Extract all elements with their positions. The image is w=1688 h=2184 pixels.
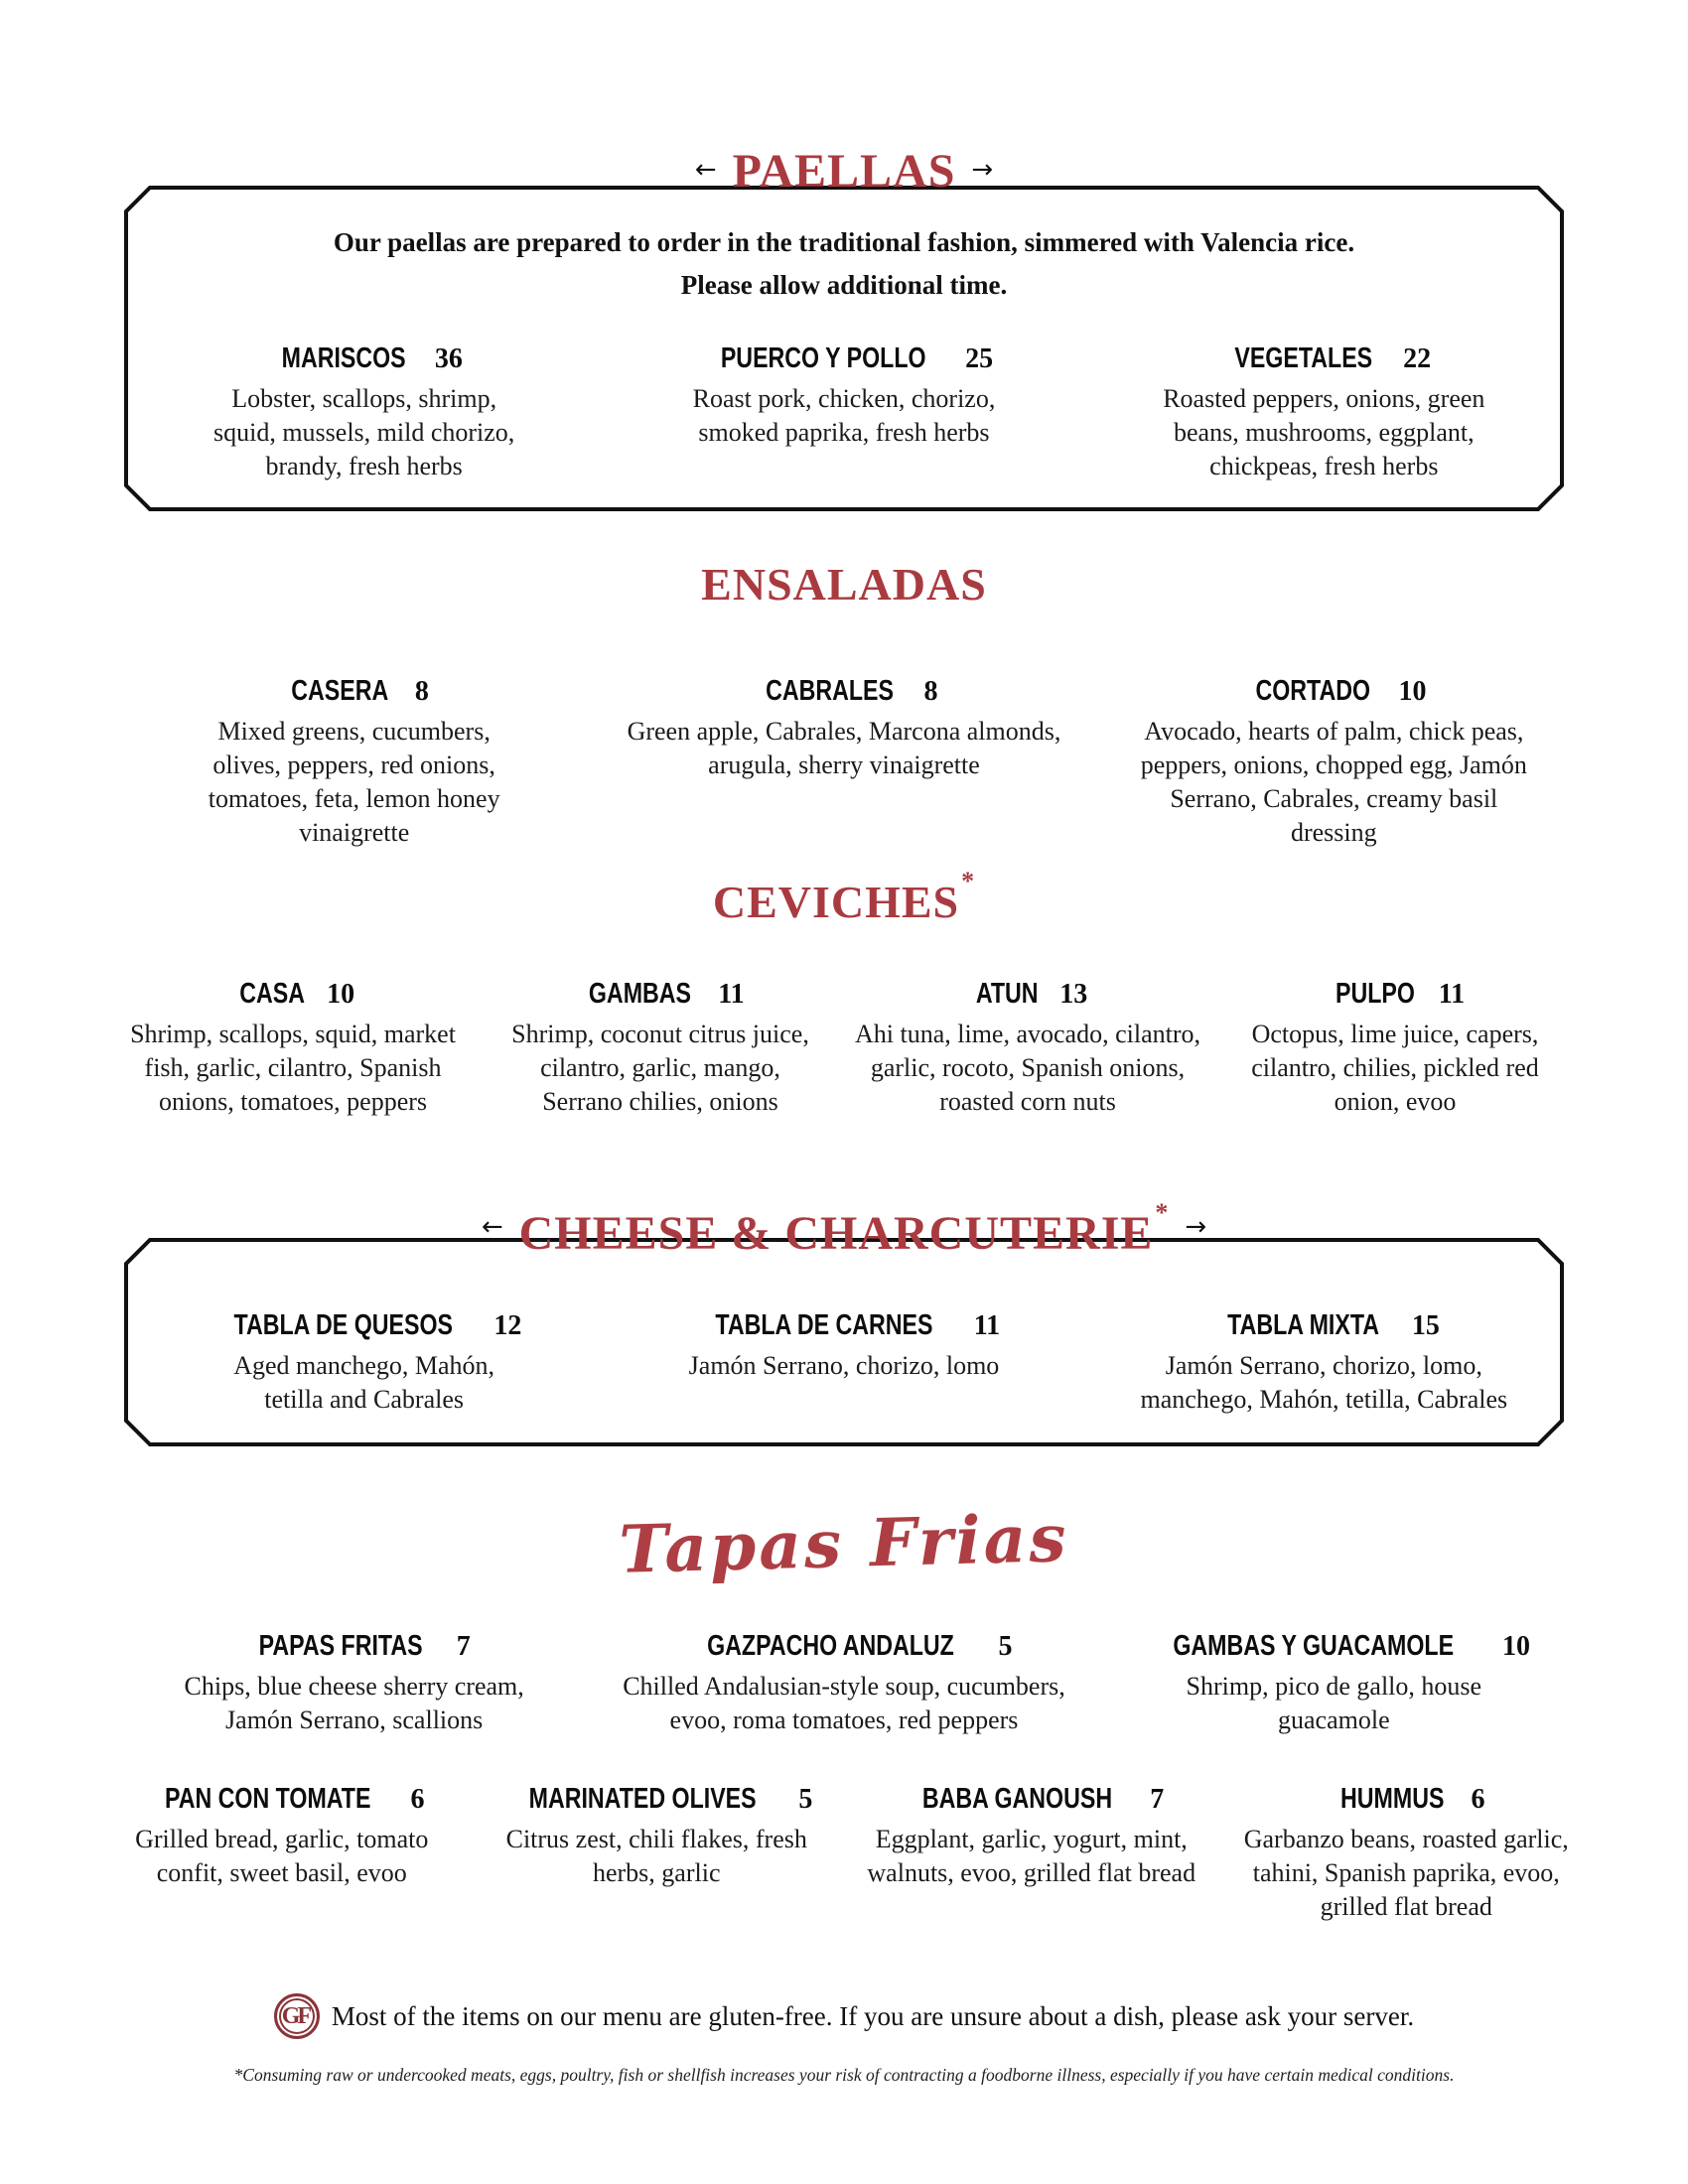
menu-item-pulpo bbox=[1211, 978, 1579, 1119]
menu-item-gambas-y-guacamole bbox=[1089, 1630, 1579, 1737]
arrow-left-icon: ← bbox=[481, 1212, 503, 1242]
arrow-left-icon: ← bbox=[694, 155, 717, 185]
item-name: ATUN bbox=[975, 978, 1039, 1010]
section-title-cheese: CHEESE & CHARCUTERIE* bbox=[518, 1198, 1170, 1260]
menu-item-casera bbox=[109, 675, 599, 850]
cheese-items bbox=[124, 1309, 1564, 1417]
item-price: 11 bbox=[1438, 979, 1466, 1010]
menu-item-tabla-mixta bbox=[1084, 1309, 1564, 1417]
menu-item-puerco-y-pollo bbox=[604, 342, 1083, 483]
item-price: 25 bbox=[965, 343, 994, 374]
item-price: 6 bbox=[410, 1784, 425, 1815]
item-description: Jamón Serrano, chorizo, lomo bbox=[688, 1351, 1000, 1380]
item-name: BABA GANOUSH bbox=[922, 1783, 1113, 1815]
item-description: Green apple, Cabrales, Marcona almonds, arugula, sherry vinaigrette bbox=[627, 717, 1061, 779]
item-description: Shrimp, pico de gallo, house guacamole bbox=[1186, 1672, 1482, 1734]
arrow-right-icon: → bbox=[971, 155, 994, 185]
cheese-asterisk: * bbox=[1155, 1198, 1170, 1227]
item-description: Roast pork, chicken, chorizo, smoked paprika, fresh herbs bbox=[692, 384, 996, 447]
item-name: TABLA DE QUESOS bbox=[233, 1309, 453, 1341]
menu-item-marinated-olives bbox=[470, 1783, 845, 1924]
item-price: 5 bbox=[798, 1784, 813, 1815]
item-description: Roasted peppers, onions, green beans, mushrooms, eggplant, chickpeas, fresh herbs bbox=[1163, 384, 1485, 480]
item-description: Citrus zest, chili flakes, fresh herbs, garlic bbox=[505, 1825, 807, 1887]
item-price: 10 bbox=[1398, 676, 1427, 707]
item-name: GAMBAS bbox=[589, 978, 692, 1010]
menu-item-hummus bbox=[1219, 1783, 1595, 1924]
item-price: 22 bbox=[1403, 343, 1432, 374]
item-price: 10 bbox=[327, 979, 355, 1010]
paellas-intro bbox=[124, 221, 1564, 307]
item-description: Lobster, scallops, shrimp, squid, mussels, mild chorizo, brandy, fresh herbs bbox=[212, 384, 515, 480]
tapas-frias-row1 bbox=[109, 1630, 1579, 1737]
ensaladas-heading bbox=[0, 559, 1688, 610]
item-description: Garbanzo beans, roasted garlic, tahini, Spanish paprika, evoo, grilled flat bread bbox=[1243, 1825, 1569, 1921]
tapas-frias-row2 bbox=[94, 1783, 1594, 1924]
item-name: TABLA DE CARNES bbox=[715, 1309, 933, 1341]
menu-item-tabla-de-quesos bbox=[124, 1309, 604, 1417]
item-name: PUERCO Y POLLO bbox=[720, 342, 926, 374]
menu-item-gazpacho-andaluz bbox=[599, 1630, 1088, 1737]
raw-food-disclaimer: *Consuming raw or undercooked meats, eggs, poultry, fish or shellfish increases your risk of contracting a foodborne illness, especially if you have certain medical conditions. bbox=[233, 2065, 1455, 2085]
menu-item-mariscos bbox=[124, 342, 604, 483]
arrow-right-icon: → bbox=[1185, 1212, 1207, 1242]
item-description: Ahi tuna, lime, avocado, cilantro, garlic, rocoto, Spanish onions, roasted corn nuts bbox=[854, 1020, 1200, 1116]
item-price: 36 bbox=[434, 343, 463, 374]
item-price: 6 bbox=[1471, 1784, 1485, 1815]
item-name: MARISCOS bbox=[281, 342, 406, 374]
item-name: CORTADO bbox=[1255, 675, 1371, 707]
menu-item-tabla-de-carnes bbox=[604, 1309, 1083, 1417]
item-description: Chilled Andalusian-style soup, cucumbers, evoo, roma tomatoes, red peppers bbox=[623, 1672, 1065, 1734]
item-price: 10 bbox=[1502, 1631, 1531, 1662]
item-price: 7 bbox=[456, 1631, 471, 1662]
item-name: CABRALES bbox=[766, 675, 895, 707]
item-price: 11 bbox=[973, 1310, 1001, 1341]
menu-item-atun bbox=[844, 978, 1211, 1119]
item-price: 15 bbox=[1411, 1310, 1440, 1341]
paellas-intro-line1: Our paellas are prepared to order in the traditional fashion, simmered with Valencia rice. bbox=[333, 227, 1355, 257]
menu-item-gambas bbox=[477, 978, 844, 1119]
menu-item-baba-ganoush bbox=[844, 1783, 1219, 1924]
menu-item-cortado bbox=[1089, 675, 1579, 850]
item-name: VEGETALES bbox=[1233, 342, 1372, 374]
item-name: MARINATED OLIVES bbox=[528, 1783, 757, 1815]
item-name: GAZPACHO ANDALUZ bbox=[706, 1630, 954, 1662]
item-name: GAMBAS Y GUACAMOLE bbox=[1172, 1630, 1454, 1662]
item-description: Shrimp, scallops, squid, market fish, garlic, cilantro, Spanish onions, tomatoes, peppers bbox=[130, 1020, 456, 1116]
item-price: 13 bbox=[1059, 979, 1088, 1010]
item-description: Jamón Serrano, chorizo, lomo, manchego, Mahón, tetilla, Cabrales bbox=[1140, 1351, 1508, 1414]
menu-item-vegetales bbox=[1084, 342, 1564, 483]
paellas-items bbox=[124, 342, 1564, 483]
item-name: CASA bbox=[239, 978, 305, 1010]
item-description: Avocado, hearts of palm, chick peas, peppers, onions, chopped egg, Jamón Serrano, Cabrales, creamy basil dressing bbox=[1140, 717, 1527, 847]
cheese-title-plate bbox=[466, 1200, 1222, 1258]
ensaladas-items bbox=[109, 675, 1579, 850]
item-description: Octopus, lime juice, capers, cilantro, chilies, pickled red onion, evoo bbox=[1251, 1020, 1539, 1116]
item-price: 8 bbox=[923, 676, 938, 707]
item-price: 11 bbox=[718, 979, 745, 1010]
tapas-frias-heading: Tapas Frias bbox=[618, 1499, 1070, 1588]
item-price: 7 bbox=[1150, 1784, 1165, 1815]
item-name: PULPO bbox=[1335, 978, 1415, 1010]
item-description: Aged manchego, Mahón, tetilla and Cabrales bbox=[233, 1351, 495, 1414]
item-price: 5 bbox=[998, 1631, 1013, 1662]
item-description: Chips, blue cheese sherry cream, Jamón Serrano, scallions bbox=[184, 1672, 524, 1734]
menu-item-papas-fritas bbox=[109, 1630, 599, 1737]
paellas-title-plate bbox=[679, 145, 1009, 198]
item-description: Grilled bread, garlic, tomato confit, sweet basil, evoo bbox=[135, 1825, 429, 1887]
ceviches-items bbox=[109, 978, 1579, 1119]
ceviches-heading bbox=[0, 869, 1688, 925]
menu-item-pan-con-tomate bbox=[94, 1783, 470, 1924]
section-title-paellas: PAELLAS bbox=[732, 145, 956, 198]
item-name: TABLA MIXTA bbox=[1226, 1309, 1379, 1341]
item-price: 8 bbox=[414, 676, 429, 707]
section-title-ceviches: CEVICHES* bbox=[712, 867, 976, 927]
item-description: Shrimp, coconut citrus juice, cilantro, garlic, mango, Serrano chilies, onions bbox=[511, 1020, 809, 1116]
item-name: HUMMUS bbox=[1340, 1783, 1445, 1815]
item-name: PAPAS FRITAS bbox=[258, 1630, 423, 1662]
item-description: Mixed greens, cucumbers, olives, peppers, red onions, tomatoes, feta, lemon honey vinaigrette bbox=[208, 717, 500, 847]
gluten-free-text: Most of the items on our menu are gluten-free. If you are unsure about a dish, please ask your server. bbox=[331, 2000, 1415, 2031]
menu-item-casa bbox=[109, 978, 477, 1119]
section-cheese-charcuterie bbox=[124, 1198, 1564, 1446]
item-name: CASERA bbox=[291, 675, 389, 707]
section-paellas bbox=[124, 145, 1564, 511]
item-price: 12 bbox=[493, 1310, 522, 1341]
paellas-intro-line2: Please allow additional time. bbox=[680, 270, 1008, 300]
section-title-ensaladas: ENSALADAS bbox=[701, 559, 987, 610]
ceviches-asterisk: * bbox=[961, 867, 976, 895]
gluten-free-note bbox=[0, 1993, 1688, 2039]
menu-item-cabrales bbox=[599, 675, 1088, 850]
item-description: Eggplant, garlic, yogurt, mint, walnuts, evoo, grilled flat bread bbox=[867, 1825, 1196, 1887]
item-name: PAN CON TOMATE bbox=[164, 1783, 371, 1815]
gluten-free-icon: GF bbox=[274, 1993, 320, 2039]
